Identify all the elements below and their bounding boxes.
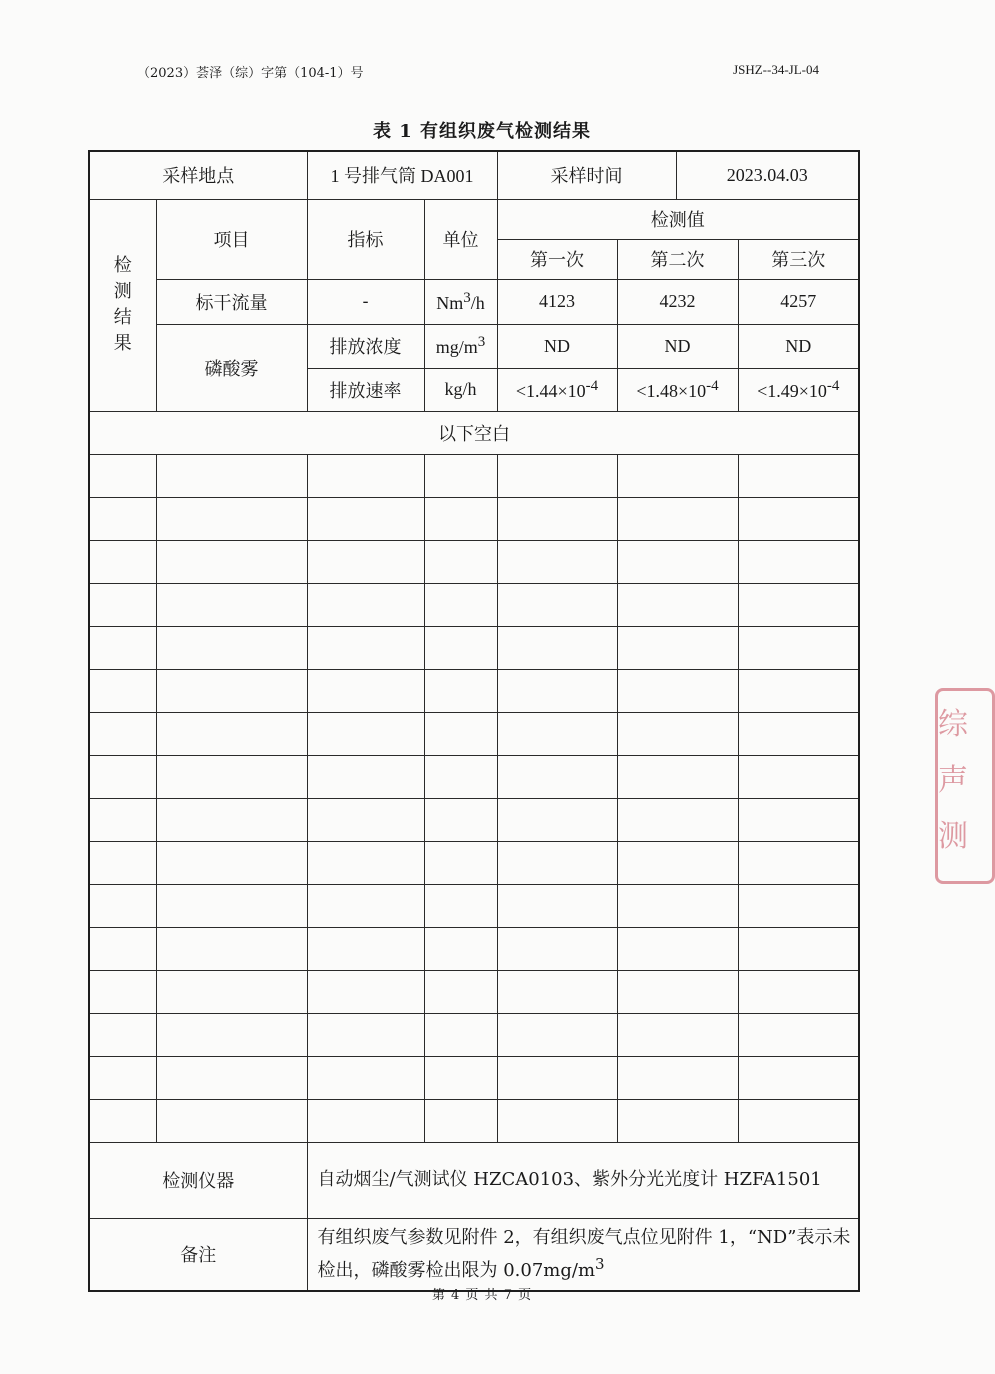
report-number: （2023）荟泽（综）字第（104-1）号 [137, 66, 364, 81]
empty-cell [156, 1056, 307, 1099]
empty-cell [89, 626, 156, 669]
mist-rate-unit: kg/h [424, 368, 497, 411]
empty-cell [424, 626, 497, 669]
empty-cell [424, 497, 497, 540]
empty-cell [424, 1056, 497, 1099]
empty-cell [307, 884, 424, 927]
empty-cell [156, 1099, 307, 1142]
empty-cell [497, 970, 617, 1013]
empty-cell [738, 540, 859, 583]
empty-cell [156, 755, 307, 798]
empty-cell [424, 583, 497, 626]
empty-cell [307, 1099, 424, 1142]
empty-cell [497, 1056, 617, 1099]
empty-cell [307, 927, 424, 970]
empty-row [89, 755, 859, 798]
empty-cell [156, 841, 307, 884]
empty-row [89, 927, 859, 970]
sampling-site-value: 1 号排气筒 DA001 [307, 151, 497, 199]
empty-cell [497, 927, 617, 970]
empty-cell [497, 540, 617, 583]
empty-cell [307, 497, 424, 540]
empty-cell [156, 454, 307, 497]
empty-cell [738, 712, 859, 755]
empty-cell [424, 755, 497, 798]
empty-cell [424, 540, 497, 583]
sampling-time-label: 采样时间 [497, 151, 676, 199]
flow-row [89, 279, 859, 324]
empty-cell [497, 454, 617, 497]
empty-cell [738, 454, 859, 497]
empty-cell [89, 497, 156, 540]
empty-cell [89, 540, 156, 583]
empty-cell [156, 1013, 307, 1056]
empty-cell [617, 669, 738, 712]
empty-cell [156, 970, 307, 1013]
empty-cell [617, 1056, 738, 1099]
empty-cell [617, 540, 738, 583]
empty-cell [424, 841, 497, 884]
mist-conc-unit: $mg/m^3$ [424, 324, 497, 368]
empty-cell [617, 970, 738, 1013]
empty-cell [307, 1056, 424, 1099]
remark-value: 有组织废气参数见附件 2，有组织废气点位见附件 1，“ND”表示未检出，磷酸雾检出限为 $0.07mg/m^3$ [307, 1218, 859, 1291]
empty-cell [89, 583, 156, 626]
empty-row [89, 540, 859, 583]
mist-rate-indicator: 排放速率 [307, 368, 424, 411]
empty-row [89, 1056, 859, 1099]
seal-stamp [935, 688, 995, 884]
empty-cell [617, 798, 738, 841]
empty-cell [424, 970, 497, 1013]
empty-cell [307, 454, 424, 497]
mist-conc-indicator: 排放浓度 [307, 324, 424, 368]
empty-cell [89, 712, 156, 755]
empty-cell [617, 1099, 738, 1142]
empty-cell [89, 970, 156, 1013]
empty-cell [497, 755, 617, 798]
empty-cell [156, 583, 307, 626]
empty-cell [89, 884, 156, 927]
empty-cell [617, 583, 738, 626]
empty-cell [738, 841, 859, 884]
empty-cell [89, 927, 156, 970]
empty-cell [617, 927, 738, 970]
instrument-label: 检测仪器 [89, 1142, 307, 1218]
empty-cell [497, 884, 617, 927]
empty-row [89, 669, 859, 712]
empty-cell [424, 927, 497, 970]
empty-cell [497, 1013, 617, 1056]
empty-cell [738, 927, 859, 970]
document-code: JSHZ--34-JL-04 [733, 62, 819, 77]
col-indicator-header: 指标 [307, 199, 424, 279]
empty-cell [497, 712, 617, 755]
empty-cell [738, 583, 859, 626]
flow-unit: Nm$^3$/h [424, 279, 497, 324]
sampling-time-value: 2023.04.03 [676, 151, 859, 199]
empty-cell [307, 540, 424, 583]
empty-cell [497, 626, 617, 669]
empty-cell [307, 841, 424, 884]
header-row-1 [89, 199, 859, 239]
empty-cell [89, 755, 156, 798]
empty-cell [156, 927, 307, 970]
flow-indicator: - [307, 279, 424, 324]
empty-cell [738, 669, 859, 712]
empty-cell [156, 669, 307, 712]
blank-note-row [89, 411, 859, 454]
instrument-row [89, 1142, 859, 1218]
sampling-row [89, 151, 859, 199]
empty-cell [156, 712, 307, 755]
empty-cell [738, 1013, 859, 1056]
empty-cell [424, 884, 497, 927]
empty-cell [89, 454, 156, 497]
empty-row [89, 798, 859, 841]
sampling-site-label: 采样地点 [89, 151, 307, 199]
empty-cell [156, 497, 307, 540]
empty-cell [424, 669, 497, 712]
empty-cell [617, 626, 738, 669]
mist-rate-value-3: $<1.49\times 10^{-4}$ [738, 368, 859, 411]
empty-cell [617, 841, 738, 884]
empty-cell [307, 1013, 424, 1056]
empty-cell [89, 1056, 156, 1099]
remark-label: 备注 [89, 1218, 307, 1291]
empty-cell [156, 540, 307, 583]
table-title: 表 1 有组织废气检测结果 [372, 121, 592, 142]
col-item-header: 项目 [156, 199, 307, 279]
mist-item: 磷酸雾 [156, 324, 307, 411]
empty-cell [89, 841, 156, 884]
empty-cell [738, 884, 859, 927]
mist-conc-value-2: ND [617, 324, 738, 368]
stamp-glyph: 测 [938, 819, 968, 854]
empty-row [89, 1099, 859, 1142]
empty-cell [156, 626, 307, 669]
empty-cell [738, 1099, 859, 1142]
empty-cell [307, 583, 424, 626]
empty-row [89, 712, 859, 755]
empty-row [89, 497, 859, 540]
empty-cell [307, 755, 424, 798]
empty-cell [617, 454, 738, 497]
empty-cell [424, 798, 497, 841]
page-footer: 第 4 页 共 7 页 [431, 1288, 533, 1303]
empty-cell [617, 497, 738, 540]
flow-item: 标干流量 [156, 279, 307, 324]
col-unit-header: 单位 [424, 199, 497, 279]
flow-value-2: 4232 [617, 279, 738, 324]
empty-cell [424, 712, 497, 755]
empty-row [89, 970, 859, 1013]
empty-cell [497, 497, 617, 540]
empty-cell [497, 583, 617, 626]
empty-row [89, 454, 859, 497]
empty-cell [738, 497, 859, 540]
mist-rate-value-1: $<1.44\times 10^{-4}$ [497, 368, 617, 411]
empty-cell [156, 798, 307, 841]
empty-row [89, 583, 859, 626]
result-section-label: 检 测 结 果 [89, 199, 156, 411]
results-table [88, 150, 860, 1292]
empty-cell [307, 798, 424, 841]
col-third-header: 第三次 [738, 239, 859, 279]
empty-row [89, 626, 859, 669]
mist-conc-value-3: ND [738, 324, 859, 368]
empty-cell [738, 755, 859, 798]
empty-cell [424, 454, 497, 497]
stamp-glyph: 综 [938, 707, 968, 742]
stamp-glyph: 声 [938, 763, 968, 798]
empty-cell [617, 755, 738, 798]
empty-cell [307, 970, 424, 1013]
mist-rate-value-2: $<1.48\times 10^{-4}$ [617, 368, 738, 411]
empty-cell [424, 1013, 497, 1056]
empty-cell [617, 712, 738, 755]
empty-row [89, 1013, 859, 1056]
empty-cell [738, 626, 859, 669]
empty-cell [89, 669, 156, 712]
empty-cell [307, 669, 424, 712]
remark-row [89, 1218, 859, 1291]
empty-cell [89, 798, 156, 841]
flow-value-3: 4257 [738, 279, 859, 324]
mist-conc-value-1: ND [497, 324, 617, 368]
mist-conc-row [89, 324, 859, 368]
col-measured-header: 检测值 [497, 199, 859, 239]
empty-cell [738, 970, 859, 1013]
empty-cell [89, 1099, 156, 1142]
empty-cell [738, 798, 859, 841]
empty-row [89, 884, 859, 927]
empty-row [89, 841, 859, 884]
flow-value-1: 4123 [497, 279, 617, 324]
instrument-value: 自动烟尘/气测试仪 HZCA0103、紫外分光光度计 HZFA1501 [307, 1142, 859, 1218]
empty-cell [307, 626, 424, 669]
empty-cell [89, 1013, 156, 1056]
empty-cell [497, 798, 617, 841]
empty-cell [738, 1056, 859, 1099]
empty-cell [497, 669, 617, 712]
empty-cell [617, 884, 738, 927]
empty-cell [424, 1099, 497, 1142]
empty-cell [617, 1013, 738, 1056]
col-second-header: 第二次 [617, 239, 738, 279]
empty-cell [497, 1099, 617, 1142]
col-first-header: 第一次 [497, 239, 617, 279]
empty-cell [497, 841, 617, 884]
blank-note: 以下空白 [89, 411, 859, 454]
empty-cell [156, 884, 307, 927]
empty-cell [307, 712, 424, 755]
